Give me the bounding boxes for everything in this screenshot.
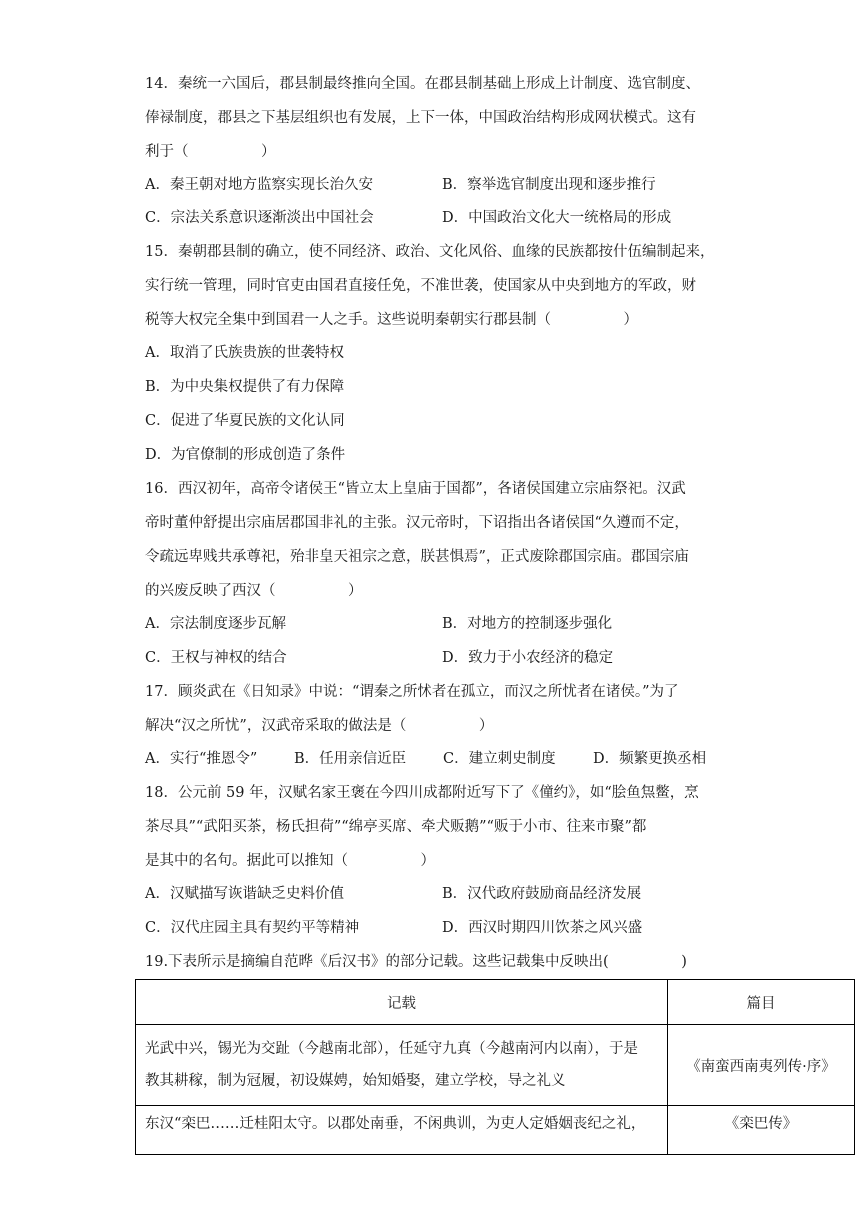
option-b[interactable]: B．察举选官制度出现和逐步推行 xyxy=(442,177,656,193)
question-stem-line: 利于（ ） xyxy=(145,144,276,160)
question-stem-line: 18．公元前 59 年，汉赋名家王褒在今四川成都附近写下了《僮约》，如“脍鱼炰鳖，烹 xyxy=(145,785,699,801)
option-c[interactable]: C．促进了华夏民族的文化认同 xyxy=(145,413,345,429)
option-c[interactable]: C．建立刺史制度 xyxy=(443,751,556,767)
option-d[interactable]: D．西汉时期四川饮茶之风兴盛 xyxy=(442,920,643,936)
option-c[interactable]: C．宗法关系意识逐渐淡出中国社会 xyxy=(145,210,374,226)
option-a[interactable]: A．汉赋描写诙谐缺乏史料价值 xyxy=(145,886,344,902)
option-b[interactable]: B．汉代政府鼓励商品经济发展 xyxy=(442,886,642,902)
table-cell-source: 《南蛮西南夷列传·序》 xyxy=(668,1025,855,1106)
question-stem-line: 17．顾炎武在《日知录》中说：“谓秦之所怵者在孤立，而汉之所忧者在诸侯。”为了 xyxy=(145,684,679,700)
option-d[interactable]: D．致力于小农经济的稳定 xyxy=(442,650,614,666)
option-b[interactable]: B．对地方的控制逐步强化 xyxy=(442,616,613,632)
record-text-line: 东汉“栾巴……迁桂阳太守。以郡处南垂，不闲典训，为吏人定婚姻丧纪之礼， xyxy=(145,1116,646,1132)
option-d[interactable]: D．频繁更换丞相 xyxy=(593,751,707,767)
option-a[interactable]: A．秦王朝对地方监察实现长治久安 xyxy=(145,177,373,193)
table-row xyxy=(136,1106,855,1155)
option-a[interactable]: A．实行“推恩令” xyxy=(145,751,258,767)
question-stem-line: 茶尽具”“武阳买茶，杨氏担荷”“绵亭买席、牵犬贩鹅”“贩于小市、往来市聚”都 xyxy=(145,819,647,835)
option-d[interactable]: D．为官僚制的形成创造了条件 xyxy=(145,447,346,463)
question-stem-line: 的兴废反映了西汉（ ） xyxy=(145,583,363,599)
question-stem-line: 15．秦朝郡县制的确立，使不同经济、政治、文化风俗、血缘的民族都按什伍编制起来， xyxy=(145,244,715,260)
question-stem-line: 是其中的名句。据此可以推知（ ） xyxy=(145,853,435,869)
table-header-record: 记载 xyxy=(136,980,668,1025)
question-stem-line: 14．秦统一六国后，郡县制最终推向全国。在郡县制基础上形成上计制度、选官制度、 xyxy=(145,76,700,92)
question-stem-line: 19.下表所示是摘编自范晔《后汉书》的部分记载。这些记载集中反映出( ) xyxy=(145,954,687,970)
option-b[interactable]: B．任用亲信近臣 xyxy=(294,751,407,767)
table-row xyxy=(136,1025,855,1106)
table-header-row xyxy=(136,980,855,1025)
option-d[interactable]: D．中国政治文化大一统格局的形成 xyxy=(442,210,672,226)
option-a[interactable]: A．取消了氏族贵族的世袭特权 xyxy=(145,345,344,361)
table-header-source: 篇目 xyxy=(668,980,855,1025)
question-stem-line: 帝时董仲舒提出宗庙居郡国非礼的主张。汉元帝时，下诏指出各诸侯国“久遵而不定， xyxy=(145,515,689,531)
records-table xyxy=(135,979,855,1155)
option-c[interactable]: C．王权与神权的结合 xyxy=(145,650,287,666)
record-text-line: 教其耕稼，制为冠履，初设媒娉，始知婚娶，建立学校，导之礼义 xyxy=(145,1073,566,1089)
option-a[interactable]: A．宗法制度逐步瓦解 xyxy=(145,616,286,632)
question-stem-line: 税等大权完全集中到国君一人之手。这些说明秦朝实行郡县制（ ） xyxy=(145,312,638,328)
table-cell-record xyxy=(136,1025,668,1106)
option-b[interactable]: B．为中央集权提供了有力保障 xyxy=(145,379,345,395)
question-stem-line: 16．西汉初年，高帝令诸侯王“皆立太上皇庙于国都”，各诸侯国建立宗庙祭祀。汉武 xyxy=(145,481,686,497)
option-c[interactable]: C．汉代庄园主具有契约平等精神 xyxy=(145,920,360,936)
question-stem-line: 令疏远卑贱共承尊祀，殆非皇天祖宗之意，朕甚惧焉”，正式废除郡国宗庙。郡国宗庙 xyxy=(145,549,689,565)
table-cell-source: 《栾巴传》 xyxy=(668,1106,855,1155)
question-stem-line: 俸禄制度，郡县之下基层组织也有发展，上下一体，中国政治结构形成网状模式。这有 xyxy=(145,110,696,126)
record-text-line: 光武中兴，锡光为交趾（今越南北部），任延守九真（今越南河内以南），于是 xyxy=(145,1041,638,1057)
table-cell-record xyxy=(136,1106,668,1155)
question-stem-line: 解决“汉之所忧”，汉武帝采取的做法是（ ） xyxy=(145,718,494,734)
question-stem-line: 实行统一管理，同时官吏由国君直接任免，不准世袭，使国家从中央到地方的军政，财 xyxy=(145,278,696,294)
